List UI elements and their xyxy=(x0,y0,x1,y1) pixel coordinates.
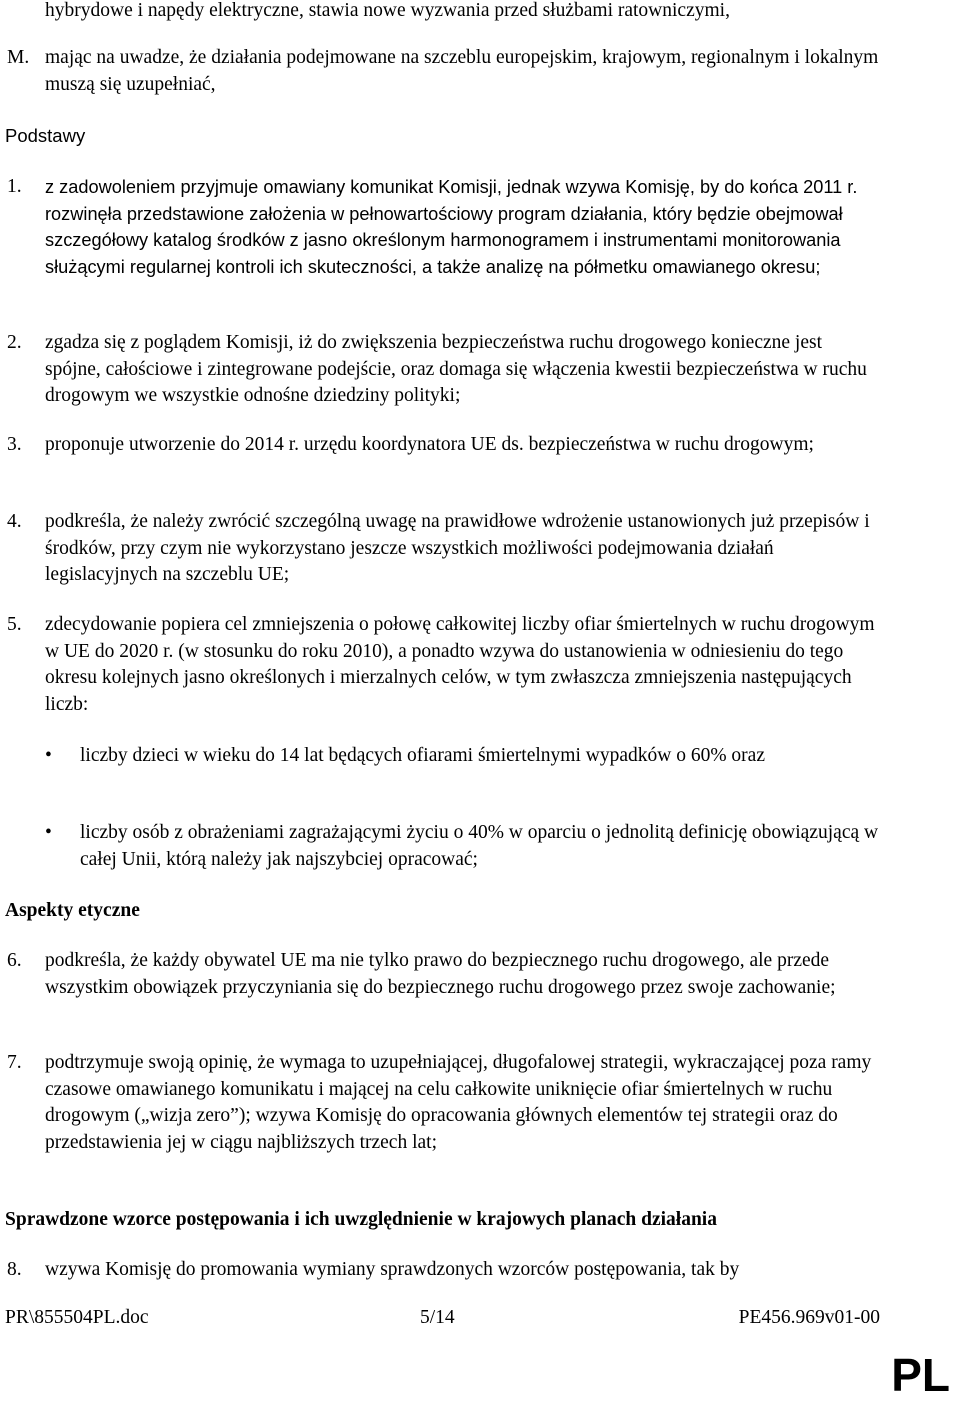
paragraph-1 xyxy=(0,174,880,280)
paragraph-7 xyxy=(0,1050,880,1156)
paragraph-text: podkreśla, że każdy obywatel UE ma nie tylko prawo do bezpiecznego ruchu drogowego, ale przede wszystkim obowiązek przyczyniania się do bezpiecznego ruchu drogowego przez swoje zachowanie; xyxy=(45,950,836,998)
paragraph-text: podtrzymuje swoją opinię, że wymaga to uzupełniającej, długofalowej strategii, wykraczającej poza ramy czasowe omawianego komunikatu i mającej na celu całkowite uniknięcie ofiar śmiertelnych w ruchu drogowym („wizja zero”); wzywa Komisję do opracowania głównych elementów tej strategii oraz do przedstawienia jej w ciągu najbliższych trzech lat; xyxy=(45,1052,872,1153)
paragraph-number: 8. xyxy=(7,1259,22,1280)
bullet-item xyxy=(0,743,880,770)
paragraph-text: zgadza się z poglądem Komisji, iż do zwiększenia bezpieczeństwa ruchu drogowego konieczne jest spójne, całościowe i zintegrowane podejście, oraz domaga się włączenia kwestii bezpieczeństwa w ruchu drogowym we wszystkie odnośne dziedziny polityki; xyxy=(45,332,867,406)
footer-page-number: 5/14 xyxy=(420,1307,455,1328)
bullet-item xyxy=(0,820,880,873)
paragraph-text: wzywa Komisję do promowania wymiany sprawdzonych wzorców postępowania, tak by xyxy=(45,1259,740,1280)
page-footer xyxy=(0,1305,960,1335)
section-heading-sprawdzone: Sprawdzone wzorce postępowania i ich uwzględnienie w krajowych planach działania xyxy=(5,1209,717,1230)
paragraph-text: proponuje utworzenie do 2014 r. urzędu koordynatora UE ds. bezpieczeństwa w ruchu drogowym; xyxy=(45,434,814,455)
bullet-icon: • xyxy=(45,822,52,843)
section-heading-aspekty: Aspekty etyczne xyxy=(5,900,140,921)
paragraph-8 xyxy=(0,1257,880,1284)
paragraph-4 xyxy=(0,509,880,589)
footer-doc-ref: PR\855504PL.doc xyxy=(5,1307,149,1328)
paragraph-6 xyxy=(0,948,880,1001)
paragraph-text: zdecydowanie popiera cel zmniejszenia o połowę całkowitej liczby ofiar śmiertelnych w ruchu drogowym w UE do 2020 r. (w stosunku do roku 2010), a ponadto wzywa do ustanowienia w odniesieniu do tego okresu kolejnych jasno określonych i mierzalnych celów, w tym zwłaszcza zmniejszenia następujących liczb: xyxy=(45,614,875,715)
paragraph-number: 7. xyxy=(7,1052,22,1073)
paragraph-number: 5. xyxy=(7,614,22,635)
paragraph-3 xyxy=(0,432,880,459)
bullet-icon: • xyxy=(45,745,52,766)
paragraph-number: 4. xyxy=(7,511,22,532)
recital-m xyxy=(0,45,880,98)
paragraph-number: 6. xyxy=(7,950,22,971)
continuation-line: hybrydowe i napędy elektryczne, stawia nowe wyzwania przed służbami ratowniczymi, xyxy=(45,0,730,21)
paragraph-2 xyxy=(0,330,880,410)
recital-text: mając na uwadze, że działania podejmowane na szczeblu europejskim, krajowym, regionalnym i lokalnym muszą się uzupełniać, xyxy=(45,47,879,95)
section-heading-podstawy: Podstawy xyxy=(5,125,86,146)
bullet-text: liczby osób z obrażeniami zagrażającymi życiu o 40% w oparciu o jednolitą definicję obowiązującą w całej Unii, którą należy jak najszybciej opracować; xyxy=(80,822,879,870)
language-mark: PL xyxy=(891,1349,950,1401)
footer-pe-ref: PE456.969v01-00 xyxy=(738,1307,880,1328)
paragraph-number: 1. xyxy=(7,176,22,197)
paragraph-text: podkreśla, że należy zwrócić szczególną uwagę na prawidłowe wdrożenie ustanowionych już przepisów i środków, przy czym nie wykorzystano jeszcze wszystkich możliwości podejmowania działań legislacyjnych na szczeblu UE; xyxy=(45,511,870,585)
paragraph-text: z zadowoleniem przyjmuje omawiany komunikat Komisji, jednak wzywa Komisję, by do końca 2011 r. rozwinęła przedstawione założenia w pełnowartościowy program działania, który będzie obejmował szczegółowy katalog środków z jasno określonym harmonogramem i instrumentami monitorowania służącymi regularnej kontroli ich skuteczności, a także analizę na półmetku omawianego okresu; xyxy=(45,177,858,277)
paragraph-number: 3. xyxy=(7,434,22,455)
recital-number: M. xyxy=(7,47,30,68)
paragraph-5 xyxy=(0,612,880,718)
paragraph-number: 2. xyxy=(7,332,22,353)
bullet-text: liczby dzieci w wieku do 14 lat będących ofiarami śmiertelnymi wypadków o 60% oraz xyxy=(80,745,765,766)
